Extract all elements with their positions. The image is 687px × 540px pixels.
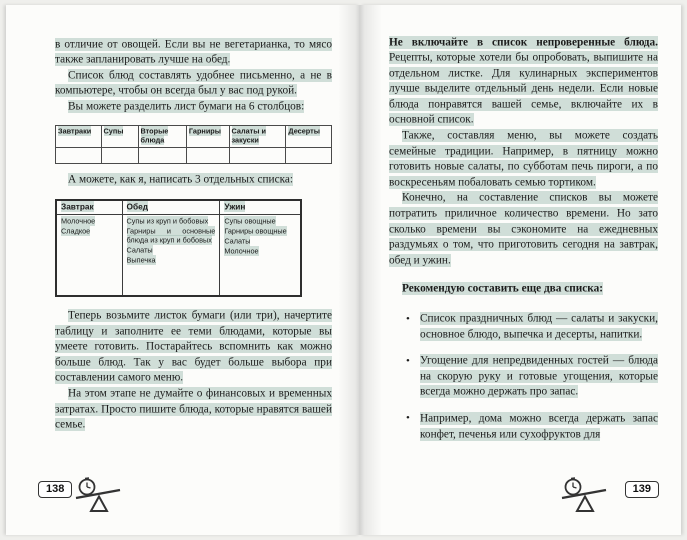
paragraph-text: Рецепты, которые хотели бы опробовать, выпишите на отдельном листке. Для кулинарных экспериментов лучше выделите отдельный день недели. Если новые блюда понравятся вашей семье, включайте их в основной список. <box>389 51 658 126</box>
empty-cell <box>229 147 286 163</box>
bullet-marker: • <box>406 354 410 367</box>
list-item <box>389 312 658 343</box>
page-left <box>6 5 360 535</box>
header-text: Обед <box>126 201 148 212</box>
paragraph-text: Также, составляя меню, вы можете создать семейные традиции. Например, в пятницу можно готовить новые салаты, по субботам печь пироги, а по воскресеньям побаловать семью тортиком. <box>389 129 658 189</box>
paragraph-text: На этом этапе не думайте о финансовых и временных затратах. Просто пишите блюда, которые нравятся вашей семье. <box>55 387 332 431</box>
page-number: 138 <box>46 483 65 495</box>
header-text: Десерты <box>288 126 320 136</box>
menu-item <box>127 217 216 226</box>
empty-cell <box>138 147 186 163</box>
menu-item-text: Выпечка <box>126 255 156 265</box>
six-column-menu-table <box>55 125 332 164</box>
menu-item-text: Супы из круп и бобовых <box>126 216 209 226</box>
clock-on-seesaw-icon <box>560 477 608 513</box>
menu-item <box>127 227 216 245</box>
table-header-cell <box>56 125 102 147</box>
paragraph <box>55 387 332 434</box>
menu-item-text: Салаты <box>224 236 251 246</box>
menu-item <box>224 237 295 246</box>
menu-item-text: Гарниры овощные <box>224 226 287 236</box>
table-header-cell <box>101 125 138 147</box>
header-text: Завтрак <box>61 201 94 212</box>
header-text: Гарниры <box>188 126 221 136</box>
list-item-inner: Угощение для непредвиденных гостей — блюда на скорую руку и готовые угощения, которые всегда можно держать про запас. <box>420 354 658 398</box>
menu-item <box>61 217 118 226</box>
menu-item-text: Супы овощные <box>224 216 276 226</box>
table-empty-row <box>56 147 332 163</box>
page-number-badge <box>38 481 72 498</box>
paragraph <box>389 191 658 269</box>
paragraph <box>389 35 658 129</box>
header-text: Завтраки <box>58 126 92 136</box>
paragraph-text-bold: Не включайте в список непроверенные блюда. <box>389 36 658 48</box>
page-right <box>360 5 681 535</box>
list-item-inner: Например, дома можно всегда держать запас конфет, печенья или сухофруктов для <box>420 412 658 441</box>
paragraph-text: Список блюд составлять удобнее письменно, а не в компьютере, чтобы он всегда был у вас под рукой. <box>55 69 332 97</box>
empty-cell <box>56 147 102 163</box>
header-text: Вторые блюда <box>140 126 169 145</box>
page-number-badge <box>625 481 659 498</box>
bullet-marker: • <box>406 312 410 325</box>
header-text: Ужин <box>224 201 246 212</box>
table-header-cell <box>56 200 122 215</box>
clock-on-seesaw-icon <box>74 477 122 513</box>
bullet-marker: • <box>406 412 410 425</box>
page-right-content <box>389 35 658 454</box>
paragraph-text: в отличие от овощей. Если вы не вегетарианка, то мясо также запланировать лучше на обед. <box>55 38 332 66</box>
menu-item <box>61 227 118 236</box>
menu-item-text: Молочное <box>61 216 96 226</box>
table-body-row <box>56 214 301 296</box>
breakfast-cell <box>56 214 122 296</box>
table-header-cell <box>186 125 229 147</box>
header-text: Супы <box>103 126 124 136</box>
empty-cell <box>186 147 229 163</box>
empty-cell <box>101 147 138 163</box>
paragraph <box>55 68 332 99</box>
paragraph-text-bold: Рекомендую составить еще два списка: <box>402 282 604 295</box>
dinner-cell <box>220 214 301 296</box>
paragraph-text: Вы можете разделить лист бумаги на 6 столбцов: <box>68 100 305 113</box>
table-header-cell <box>286 125 332 147</box>
menu-item-text: Молочное <box>224 246 259 256</box>
empty-cell <box>286 147 332 163</box>
menu-item-text: Сладкое <box>61 226 91 236</box>
paragraph <box>55 173 332 189</box>
menu-item <box>224 247 295 256</box>
table-header-cell <box>122 200 220 215</box>
table-header-cell <box>229 125 286 147</box>
menu-item <box>127 246 216 255</box>
paragraph <box>55 37 332 68</box>
table-header-cell <box>220 200 301 215</box>
table-header-row <box>56 125 332 147</box>
header-text: Салаты и закуски <box>231 126 266 145</box>
menu-item <box>224 217 295 226</box>
paragraph-text: А можете, как я, написать 3 отдельных списка: <box>68 173 294 186</box>
list-item <box>389 354 658 401</box>
list-item <box>389 411 658 442</box>
page-left-content <box>55 37 332 433</box>
menu-item-text: Салаты <box>126 245 153 255</box>
table-header-row <box>56 200 301 215</box>
menu-item <box>127 256 216 265</box>
lunch-cell <box>122 214 220 296</box>
paragraph-text: Теперь возьмите листок бумаги (или три), начертите таблицу и заполните ее теми блюдами, которые вы умеете готовить. Постарайтесь вспомнить как можно больше блюд. Так у вас будет больше выбора при составлении самого меню. <box>55 309 332 384</box>
list-item-inner: Список праздничных блюд — салаты и закуски, основное блюдо, выпечка и десерты, напитки. <box>420 312 658 341</box>
three-list-menu-table <box>55 199 302 297</box>
list-item-text <box>420 312 658 343</box>
paragraph <box>55 99 332 115</box>
menu-item <box>224 227 295 236</box>
paragraph-text: Конечно, на составление списков вы можете потратить приличное количество времени. Но зато сколько времени вы сэкономите на ежедневных раздумьях о том, что приготовить сегодня на завтрак, обед и ужин. <box>389 191 658 267</box>
list-item-text <box>420 354 658 401</box>
paragraph <box>389 282 658 298</box>
paragraph <box>55 309 332 387</box>
bullet-list <box>389 312 658 443</box>
paragraph <box>389 129 658 191</box>
page-number: 139 <box>632 483 651 495</box>
menu-item-text: Гарниры и основные блюда из круп и бобовых <box>126 226 216 245</box>
list-item-text <box>420 411 658 442</box>
table-header-cell <box>138 125 186 147</box>
